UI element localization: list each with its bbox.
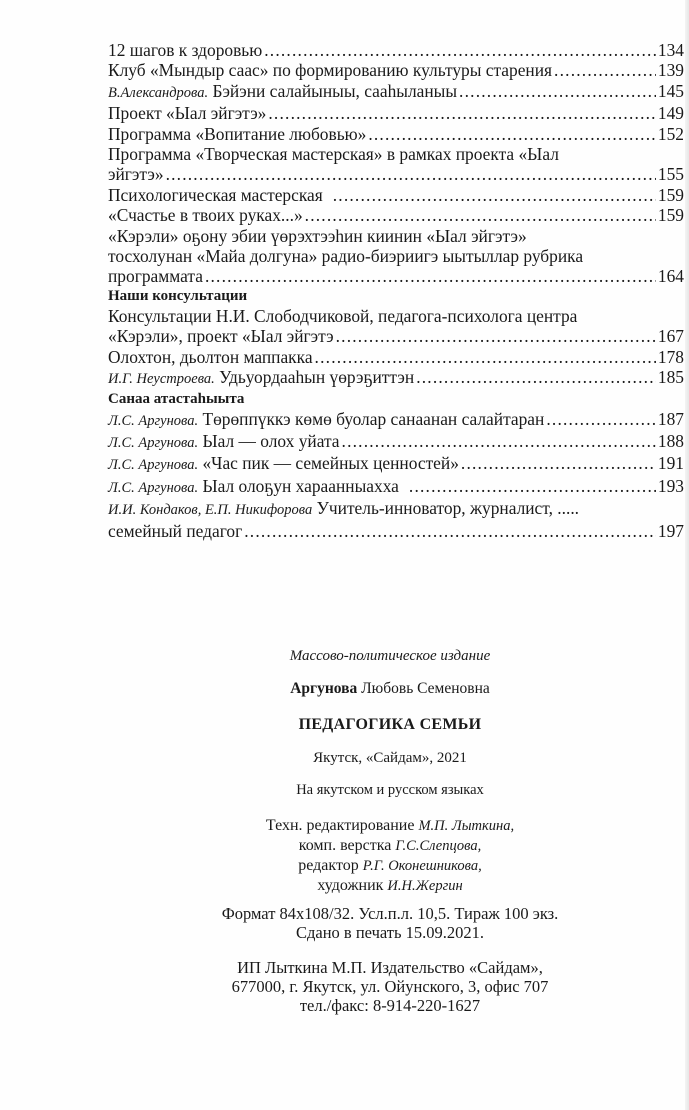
publisher-block <box>150 958 630 1015</box>
publisher-name: ИП Лыткина М.П. Издательство «Сайдам», <box>237 958 543 977</box>
credit-role: комп. верстка <box>298 837 392 854</box>
toc-entry-title: Ыал олоҕун хараанныахха <box>202 475 399 496</box>
print-date: Сдано в печать 15.09.2021. <box>295 923 485 942</box>
toc-entry-title-line: «Кэрэли» оҕону эбии үөрэхтээһин киинин «Ыал эйгэтэ» <box>108 225 527 246</box>
toc-entry-title: Бэйэни салайыныы, сааһыланыы <box>212 80 458 101</box>
toc-entry-title-wrap <box>108 367 414 389</box>
dot-leader <box>166 164 656 184</box>
toc-entry-title-line: программата <box>108 266 203 287</box>
toc-entry <box>108 453 684 475</box>
publisher-phone: тел./факс: 8-914-220-1627 <box>299 996 481 1015</box>
toc-entry <box>108 306 684 347</box>
dot-leader <box>342 431 656 451</box>
table-of-contents <box>108 40 684 541</box>
page-edge <box>685 0 689 1110</box>
toc-entry-page: 145 <box>657 80 684 101</box>
toc-entry <box>108 409 684 431</box>
toc-entry-title: Учитель-инноватор, журналист, <box>316 498 553 519</box>
toc-entry-page: 178 <box>657 346 684 367</box>
dot-leader <box>546 409 656 429</box>
dot-leader <box>368 124 656 144</box>
toc-entry-title-wrap <box>108 453 459 475</box>
toc-entry <box>108 498 684 541</box>
toc-entry-author: Л.С. Аргунова. <box>108 479 199 496</box>
toc-entry-page: 193 <box>657 475 684 496</box>
toc-entry-author: И.И. Кондаков, Е.П. Никифорова <box>108 502 313 519</box>
toc-entry-title: Төрөппүккэ көмө буолар санаанан салайтаран <box>202 408 545 429</box>
publisher-address: 677000, г. Якутск, ул. Ойунского, 3, офис 707 <box>231 977 549 996</box>
toc-entry <box>108 367 684 389</box>
credits-block <box>150 816 630 896</box>
author-name: Любовь Семеновна <box>361 680 490 697</box>
author-surname: Аргунова <box>290 680 358 697</box>
credit-role: Техн. редактирование <box>265 817 415 834</box>
dot-leader <box>409 476 656 496</box>
toc-entry-title-line: тосхолунан «Майа долгуна» радио-биэриигэ ыытыллар рубрика <box>108 246 584 267</box>
dot-leader <box>205 266 656 286</box>
toc-entry-title-wrap <box>108 476 399 498</box>
toc-entry-author: И.Г. Неустроева. <box>108 371 215 388</box>
dot-leader <box>268 103 656 123</box>
toc-entry-title-line: семейный педагог <box>108 520 243 541</box>
credit-line <box>150 836 630 856</box>
credit-line <box>150 856 630 876</box>
toc-entry-page: 164 <box>657 266 684 287</box>
toc-entry-page: 167 <box>657 326 684 347</box>
credit-line <box>150 816 630 836</box>
toc-entry-page: 149 <box>657 103 684 124</box>
toc-entry-title: Клуб «Мындыр саас» по формированию культуры старения <box>108 60 553 81</box>
toc-entry-title-line: «Кэрэли», проект «Ыал эйгэтэ <box>108 326 334 347</box>
toc-entry-title: Психологическая мастерская <box>108 184 323 205</box>
publication-place: Якутск, «Сайдам», 2021 <box>313 750 467 766</box>
toc-entry-page: 187 <box>657 408 684 429</box>
book-title: ПЕДАГОГИКА СЕМЬИ <box>298 716 482 733</box>
toc-entry-title-line <box>108 498 684 520</box>
print-details <box>150 904 630 942</box>
toc-entry-title: Удьуордааһын үөрэҕиттэн <box>219 367 415 388</box>
toc-entry-title: Программа «Вопитание любовью» <box>108 123 367 144</box>
credit-role: редактор <box>298 857 359 874</box>
edition-type: Массово-политическое издание <box>289 648 491 664</box>
dot-leader <box>461 453 656 473</box>
toc-entry-page: 191 <box>657 453 684 474</box>
toc-entry <box>108 226 684 287</box>
toc-entry <box>108 60 684 80</box>
dot-leader <box>459 81 656 101</box>
toc-entry-page: 188 <box>657 430 684 451</box>
toc-entry-title-line: эйгэтэ» <box>108 164 164 185</box>
dot-leader <box>315 347 656 367</box>
credit-name: И.Н.Жергин <box>387 878 463 894</box>
credit-line <box>150 876 630 896</box>
toc-entry-title: «Счастье в твоих руках...» <box>108 205 303 226</box>
toc-entry-title: Ыал — олох уйата <box>202 430 340 451</box>
toc-entry-title-wrap <box>108 81 457 103</box>
toc-entry-title-line: Программа «Творческая мастерская» в рамках проекта «Ыал <box>108 144 559 165</box>
format-line: Формат 84х108/32. Усл.п.л. 10,5. Тираж 100 экз. <box>221 904 559 923</box>
toc-entry-author: Л.С. Аргунова. <box>108 412 199 429</box>
toc-entry-page: 152 <box>657 123 684 144</box>
toc-entry <box>108 144 684 185</box>
dot-leader <box>244 521 656 541</box>
toc-entry <box>108 40 684 60</box>
trailing-dots: ..... <box>557 498 580 519</box>
toc-entry <box>108 185 684 205</box>
toc-entry-title: Олохтон, дьолтон маппакка <box>108 346 313 367</box>
toc-entry <box>108 103 684 123</box>
toc-entry-title: Проект «Ыал эйгэтэ» <box>108 103 267 124</box>
toc-entry-page: 134 <box>657 40 684 60</box>
dot-leader <box>336 326 656 346</box>
toc-entry-page: 139 <box>657 60 684 81</box>
credit-name: М.П. Лыткина, <box>418 818 515 834</box>
dot-leader <box>416 367 656 387</box>
publication-languages: На якутском и русском языках <box>296 782 484 798</box>
toc-entry <box>108 347 684 367</box>
dot-leader <box>264 40 656 60</box>
toc-section-heading: Наши консультации <box>108 287 248 304</box>
toc-entry <box>108 124 684 144</box>
toc-entry-title: 12 шагов к здоровью <box>108 40 263 60</box>
toc-section-heading: Санаа атастаһыыта <box>108 390 245 407</box>
toc-entry-page: 159 <box>657 184 684 205</box>
toc-entry-title-line: Консультации Н.И. Слободчиковой, педагога-психолога центра <box>108 305 578 326</box>
toc-entry-page: 185 <box>657 367 684 388</box>
toc-entry-author: В.Александрова. <box>108 84 209 101</box>
toc-entry <box>108 476 684 498</box>
dot-leader <box>305 205 656 225</box>
toc-entry-author: Л.С. Аргунова. <box>108 457 199 474</box>
credit-name: Г.С.Слепцова, <box>395 838 482 854</box>
dot-leader <box>554 60 656 80</box>
toc-entry-title-wrap <box>108 409 544 431</box>
toc-entry <box>108 81 684 103</box>
book-author <box>150 680 630 698</box>
toc-entry-page: 155 <box>657 164 684 185</box>
toc-entry <box>108 205 684 225</box>
credit-role: художник <box>317 877 384 894</box>
credit-name: Р.Г. Оконешникова, <box>362 858 482 874</box>
toc-entry-title-wrap <box>108 431 340 453</box>
toc-entry-page: 197 <box>657 520 684 541</box>
toc-entry-page: 159 <box>657 205 684 226</box>
toc-entry-title: «Час пик — семейных ценностей» <box>202 453 459 474</box>
toc-entry-author: Л.С. Аргунова. <box>108 434 199 451</box>
toc-entry <box>108 431 684 453</box>
dot-leader <box>333 185 656 205</box>
